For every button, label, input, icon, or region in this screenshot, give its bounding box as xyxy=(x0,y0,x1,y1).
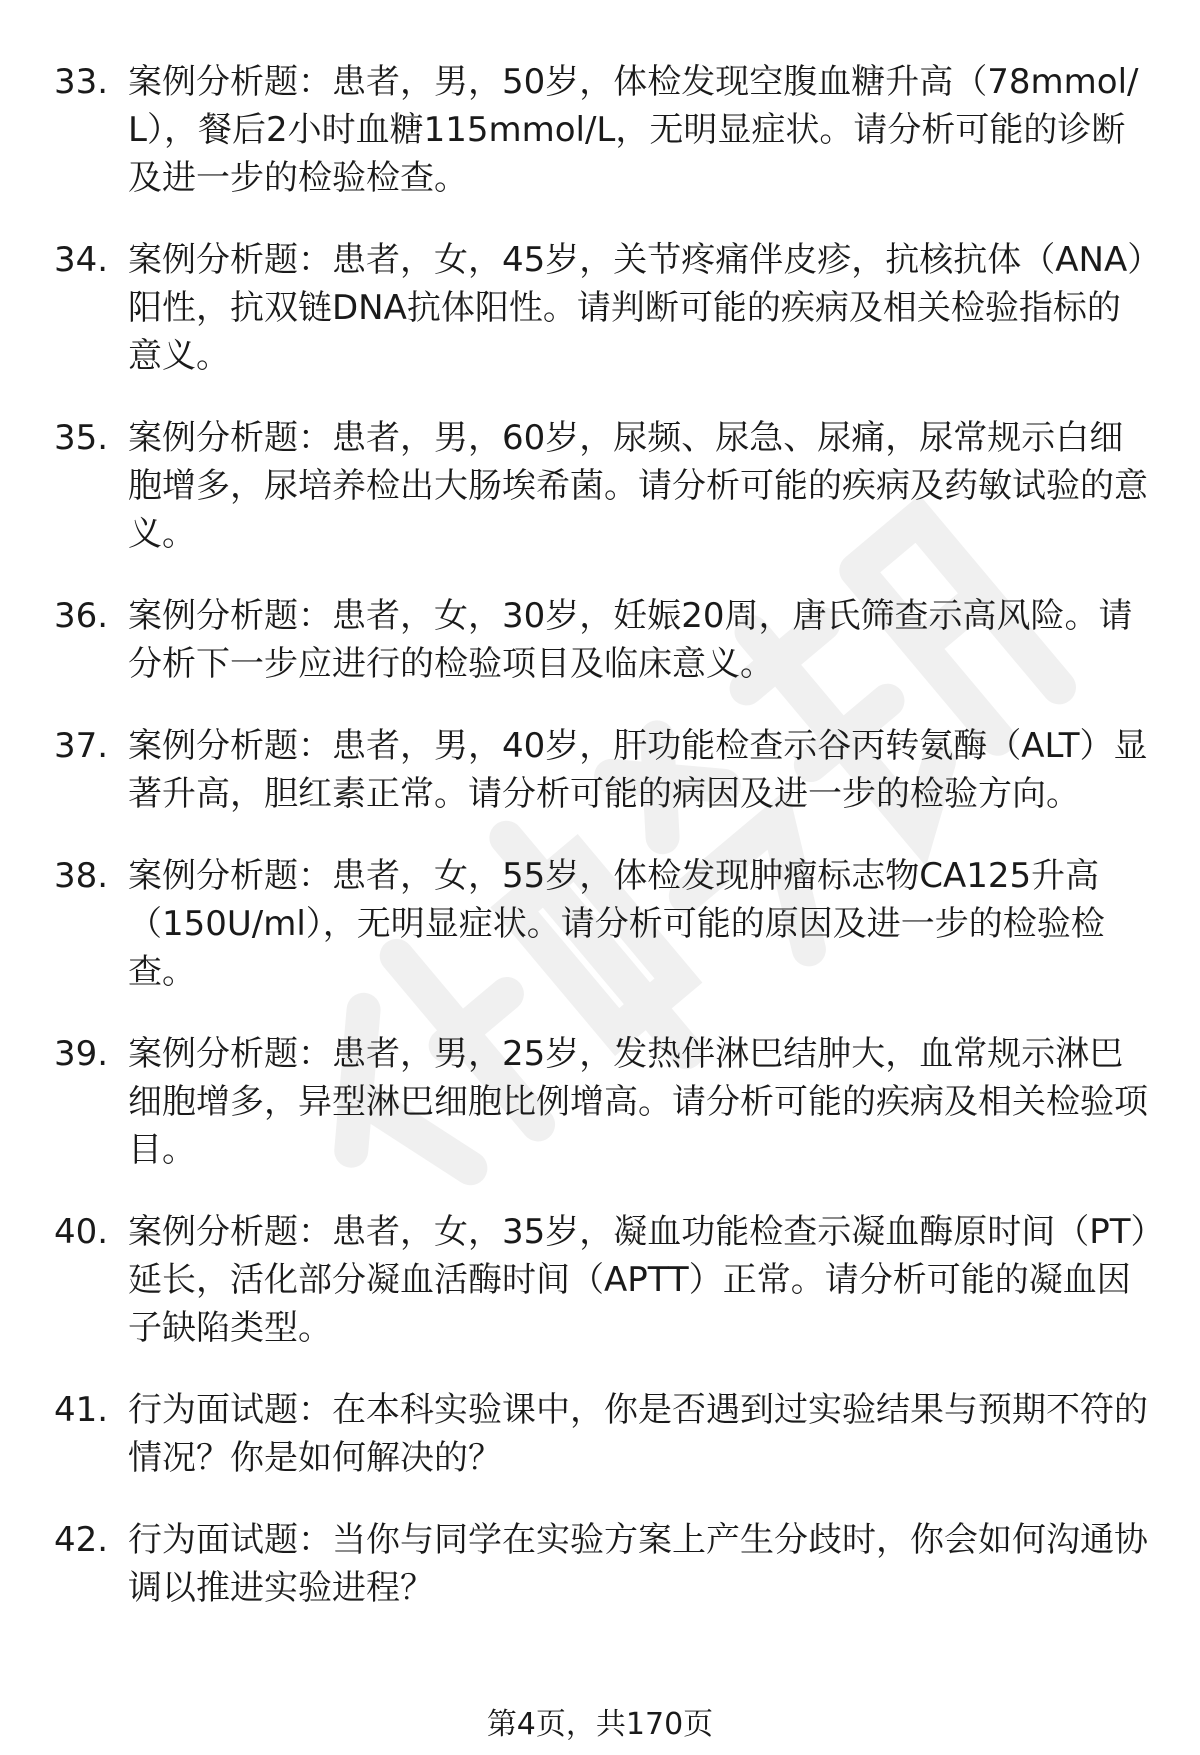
question-item-42 xyxy=(54,1516,1154,1612)
question-number: 41. xyxy=(54,1390,109,1430)
question-number: 33. xyxy=(54,62,109,102)
question-item-40 xyxy=(54,1208,1154,1352)
question-number: 34. xyxy=(54,240,109,280)
page-number-footer: 第4页，共170页 xyxy=(486,1707,714,1742)
question-text: 案例分析题：患者，女，55岁，体检发现肿瘤标志物CA125升高（150U/ml），无明显症状。请分析可能的原因及进一步的检验检查。 xyxy=(128,856,1105,992)
question-number: 37. xyxy=(54,726,109,766)
question-number: 36. xyxy=(54,596,109,636)
question-number: 42. xyxy=(54,1520,109,1560)
question-text: 案例分析题：患者，男，40岁，肝功能检查示谷丙转氨酶（ALT）显著升高，胆红素正常。请分析可能的病因及进一步的检验方向。 xyxy=(128,726,1148,814)
question-text: 案例分析题：患者，女，35岁，凝血功能检查示凝血酶原时间（PT）延长，活化部分凝血活酶时间（APTT）正常。请分析可能的凝血因子缺陷类型。 xyxy=(128,1212,1148,1348)
question-text: 行为面试题：在本科实验课中，你是否遇到过实验结果与预期不符的情况？你是如何解决的？ xyxy=(128,1390,1148,1478)
question-text: 案例分析题：患者，女，45岁，关节疼痛伴皮疹，抗核抗体（ANA）阳性，抗双链DNA抗体阳性。请判断可能的疾病及相关检验指标的意义。 xyxy=(128,240,1145,376)
question-text: 案例分析题：患者，男，50岁，体检发现空腹血糖升高（78mmol/L），餐后2小时血糖115mmol/L，无明显症状。请分析可能的诊断及进一步的检验检查。 xyxy=(128,62,1139,198)
question-list xyxy=(54,58,1154,1646)
question-number: 38. xyxy=(54,856,109,896)
question-text: 案例分析题：患者，男，25岁，发热伴淋巴结肿大，血常规示淋巴细胞增多，异型淋巴细胞比例增高。请分析可能的疾病及相关检验项目。 xyxy=(128,1034,1148,1170)
question-item-39 xyxy=(54,1030,1154,1174)
question-item-36 xyxy=(54,592,1154,688)
question-text: 案例分析题：患者，女，30岁，妊娠20周，唐氏筛查示高风险。请分析下一步应进行的检验项目及临床意义。 xyxy=(128,596,1133,684)
question-item-35 xyxy=(54,414,1154,558)
question-number: 35. xyxy=(54,418,109,458)
question-number: 39. xyxy=(54,1034,109,1074)
question-item-34 xyxy=(54,236,1154,380)
question-text: 案例分析题：患者，男，60岁，尿频、尿急、尿痛，尿常规示白细胞增多，尿培养检出大肠埃希菌。请分析可能的疾病及药敏试验的意义。 xyxy=(128,418,1148,554)
question-item-33 xyxy=(54,58,1154,202)
question-item-38 xyxy=(54,852,1154,996)
question-text: 行为面试题：当你与同学在实验方案上产生分歧时，你会如何沟通协调以推进实验进程？ xyxy=(128,1520,1148,1608)
question-item-41 xyxy=(54,1386,1154,1482)
question-number: 40. xyxy=(54,1212,109,1252)
question-item-37 xyxy=(54,722,1154,818)
